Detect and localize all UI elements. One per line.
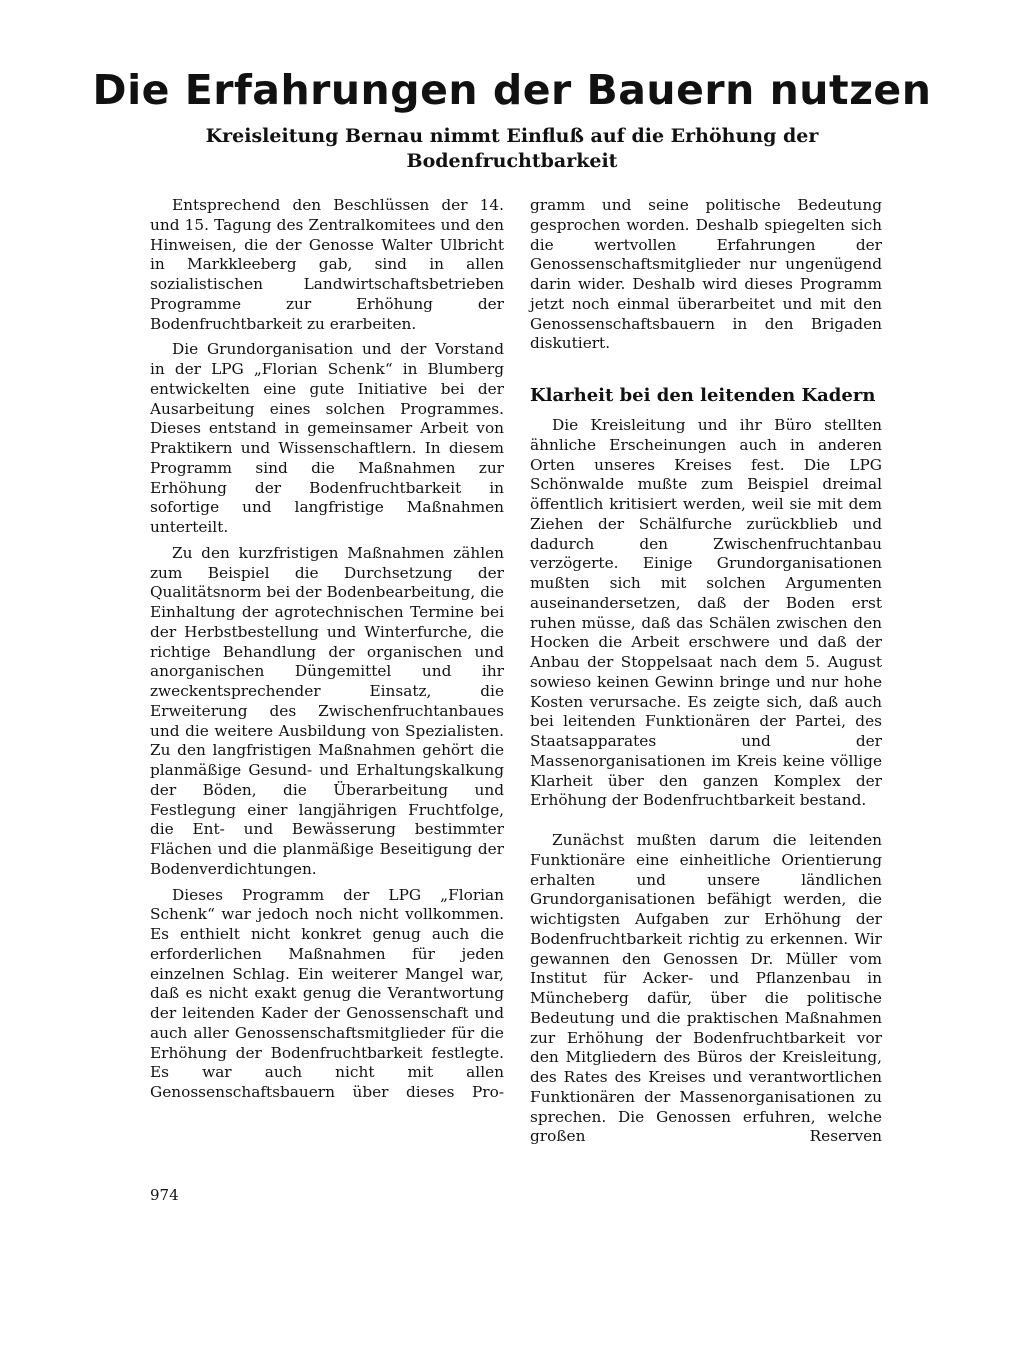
page-number: 974 — [150, 1186, 179, 1204]
paragraph: Die Grundorganisation und der Vorstand in der LPG „Florian Schenk“ in Blumberg entwickelten eine gute Initiative bei der Ausarbeitung eines solchen Programmes. Dieses entstand in gemeinsamer Arbeit von Praktikern und Wissenschaftlern. In diesem Programm sind die Maßnahmen zur Erhöhung der Bodenfruchtbarkeit in sofortige und langfristige Maßnahmen unterteilt. — [150, 340, 504, 536]
paragraph: Die Kreisleitung und ihr Büro stellten ähnliche Erscheinungen auch in anderen Orten unseres Kreises fest. Die LPG Schönwalde mußte zum Beispiel dreimal öffentlich kritisiert werden, weil sie mit dem Ziehen der Schälfurche zurückblieb und dadurch den Zwischenfruchtanbau verzögerte. Einige Grundorganisationen mußten sich mit solchen Argumenten auseinandersetzen, daß der Boden erst ruhen müsse, daß das Schälen zwischen den Hocken die Arbeit erschwere und daß der Anbau der Stoppelsaat nach dem 5. August sowieso keinen Gewinn bringe und nur hohe Kosten verursache. Es zeigte sich, daß auch bei leitenden Funktionären der Partei, des Staatsapparates und der Massenorganisationen im Kreis keine völlige Klarheit über den ganzen Komplex der Erhöhung der Bodenfruchtbarkeit bestand. — [530, 416, 882, 810]
article-title: Die Erfahrungen der Bauern nutzen — [92, 66, 932, 114]
paragraph: Zunächst mußten darum die leitenden Funktionäre eine einheitliche Orientierung erhalten und unsere ländlichen Grundorganisationen befähigt werden, die wichtigsten Aufgaben zur Erhöhung der Bodenfruchtbarkeit richtig zu erkennen. Wir gewannen den Genossen Dr. Müller vom Institut für Acker- und Pflanzenbau in Müncheberg dafür, über die politische Bedeutung und die praktischen Maßnahmen zur Erhöhung der Bodenfruchtbarkeit vor den Mitgliedern des Büros der Kreisleitung, des Rates des Kreises und verantwortlichen Funktionären der Massenorganisationen zu sprechen. Die Genossen erfuhren, welche großen Reserven — [530, 831, 882, 1146]
paragraph: Dieses Programm der LPG „Florian Schenk“ war jedoch noch nicht vollkommen. Es enthielt nicht konkret genug auch die erforderlichen Maßnahmen für jeden einzelnen Schlag. Ein weiterer Mangel war, daß es nicht exakt genug die Verantwortung der leitenden Kader der Genossenschaft und auch aller Genossenschaftsmitglieder für die Erhöhung der Bodenfruchtbarkeit festlegte. Es war auch nicht mit allen Genossenschaftsbauern über dieses Pro- — [150, 885, 504, 1101]
article-subtitle: Kreisleitung Bernau nimmt Einfluß auf die Erhöhung der Bodenfruchtbarkeit — [205, 125, 819, 172]
paragraph: gramm und seine politische Bedeutung gesprochen worden. Deshalb spiegelten sich die wertvollen Erfahrungen der Genossenschaftsmitglieder nur ungenügend darin wider. Deshalb wird dieses Programm jetzt noch einmal überarbeitet und mit den Genossenschaftsbauern in den Brigaden diskutiert. — [530, 196, 882, 353]
left-column — [150, 196, 504, 1103]
right-column — [530, 196, 882, 1147]
paragraph: Zu den kurzfristigen Maßnahmen zählen zum Beispiel die Durchsetzung der Qualitätsnorm bei der Bodenbearbeitung, die Einhaltung der agrotechnischen Termine bei der Herbstbestellung und Winterfurche, die richtige Behandlung der organischen und anorganischen Düngemittel und ihr zweckentsprechender Einsatz, die Erweiterung des Zwischenfruchtanbaues und die weitere Ausbildung von Spezialisten. Zu den langfristigen Maßnahmen gehört die planmäßige Gesund- und Erhaltungskalkung der Böden, die Überarbeitung und Festlegung einer langjährigen Fruchtfolge, die Ent- und Bewässerung bestimmter Flächen und die planmäßige Beseitigung der Bodenverdichtungen. — [150, 543, 504, 878]
section-heading: Klarheit bei den leitenden Kadern — [530, 385, 876, 406]
paragraph: Entsprechend den Beschlüssen der 14. und 15. Tagung des Zentralkomitees und den Hinweisen, die der Genosse Walter Ulbricht in Markkleeberg gab, sind in allen sozialistischen Landwirtschaftsbetrieben Programme zur Erhöhung der Bodenfruchtbarkeit zu erarbeiten. — [150, 196, 504, 333]
